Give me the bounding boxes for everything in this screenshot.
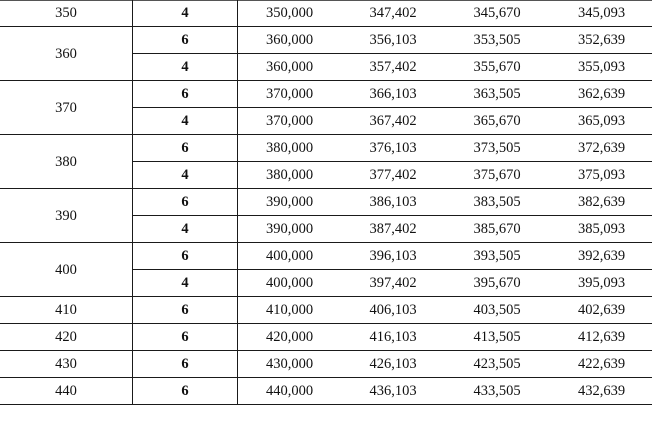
value-cell: 375,093 (549, 162, 652, 189)
value-cell: 345,670 (445, 0, 549, 27)
value-cell: 377,402 (341, 162, 445, 189)
group-label-cell: 380 (0, 135, 133, 189)
value-cell: 422,639 (549, 351, 652, 378)
value-cell: 403,505 (445, 297, 549, 324)
group-label-cell: 410 (0, 297, 133, 324)
value-cell: 393,505 (445, 243, 549, 270)
value-cell: 367,402 (341, 108, 445, 135)
value-cell: 433,505 (445, 378, 549, 405)
count-cell: 6 (133, 135, 238, 162)
count-cell: 6 (133, 27, 238, 54)
count-cell: 4 (133, 270, 238, 297)
value-cell: 370,000 (238, 108, 342, 135)
table-row (0, 351, 652, 378)
value-cell: 390,000 (238, 216, 342, 243)
value-cell: 360,000 (238, 27, 342, 54)
value-cell: 365,670 (445, 108, 549, 135)
value-cell: 372,639 (549, 135, 652, 162)
count-cell: 4 (133, 108, 238, 135)
value-cell: 380,000 (238, 162, 342, 189)
count-cell: 6 (133, 81, 238, 108)
value-cell: 436,103 (341, 378, 445, 405)
value-cell: 365,093 (549, 108, 652, 135)
group-label-cell: 370 (0, 81, 133, 135)
table-row (0, 27, 652, 54)
value-cell: 350,000 (238, 0, 342, 27)
group-label-cell: 350 (0, 0, 133, 27)
value-cell: 420,000 (238, 324, 342, 351)
value-cell: 430,000 (238, 351, 342, 378)
count-cell: 6 (133, 243, 238, 270)
value-cell: 423,505 (445, 351, 549, 378)
value-cell: 376,103 (341, 135, 445, 162)
value-cell: 375,670 (445, 162, 549, 189)
value-cell: 353,505 (445, 27, 549, 54)
group-label-cell: 430 (0, 351, 133, 378)
table-row (0, 378, 652, 405)
value-cell: 382,639 (549, 189, 652, 216)
value-cell: 355,093 (549, 54, 652, 81)
value-cell: 387,402 (341, 216, 445, 243)
value-cell: 383,505 (445, 189, 549, 216)
group-label-cell: 360 (0, 27, 133, 81)
count-cell: 6 (133, 297, 238, 324)
value-cell: 362,639 (549, 81, 652, 108)
value-cell: 370,000 (238, 81, 342, 108)
count-cell: 4 (133, 162, 238, 189)
table-row (0, 81, 652, 108)
count-cell: 6 (133, 324, 238, 351)
value-cell: 345,093 (549, 0, 652, 27)
count-cell: 6 (133, 378, 238, 405)
value-cell: 400,000 (238, 243, 342, 270)
group-label-cell: 420 (0, 324, 133, 351)
value-cell: 355,670 (445, 54, 549, 81)
value-cell: 385,093 (549, 216, 652, 243)
value-cell: 406,103 (341, 297, 445, 324)
value-cell: 396,103 (341, 243, 445, 270)
table-row (0, 0, 652, 27)
table-row (0, 297, 652, 324)
value-cell: 402,639 (549, 297, 652, 324)
value-cell: 380,000 (238, 135, 342, 162)
value-cell: 347,402 (341, 0, 445, 27)
value-cell: 363,505 (445, 81, 549, 108)
count-cell: 6 (133, 351, 238, 378)
value-cell: 397,402 (341, 270, 445, 297)
value-cell: 386,103 (341, 189, 445, 216)
value-cell: 410,000 (238, 297, 342, 324)
value-cell: 400,000 (238, 270, 342, 297)
table-row (0, 324, 652, 351)
value-cell: 373,505 (445, 135, 549, 162)
value-cell: 356,103 (341, 27, 445, 54)
value-cell: 426,103 (341, 351, 445, 378)
value-cell: 357,402 (341, 54, 445, 81)
table-row (0, 243, 652, 270)
table-row (0, 189, 652, 216)
value-cell: 352,639 (549, 27, 652, 54)
value-cell: 440,000 (238, 378, 342, 405)
value-cell: 390,000 (238, 189, 342, 216)
value-cell: 416,103 (341, 324, 445, 351)
value-cell: 413,505 (445, 324, 549, 351)
value-cell: 432,639 (549, 378, 652, 405)
count-cell: 4 (133, 216, 238, 243)
group-label-cell: 390 (0, 189, 133, 243)
table-row (0, 135, 652, 162)
value-cell: 385,670 (445, 216, 549, 243)
count-cell: 4 (133, 54, 238, 81)
group-label-cell: 440 (0, 378, 133, 405)
count-cell: 4 (133, 0, 238, 27)
group-label-cell: 400 (0, 243, 133, 297)
value-cell: 366,103 (341, 81, 445, 108)
count-cell: 6 (133, 189, 238, 216)
value-cell: 395,093 (549, 270, 652, 297)
value-cell: 360,000 (238, 54, 342, 81)
value-cell: 395,670 (445, 270, 549, 297)
value-cell: 392,639 (549, 243, 652, 270)
value-cell: 412,639 (549, 324, 652, 351)
